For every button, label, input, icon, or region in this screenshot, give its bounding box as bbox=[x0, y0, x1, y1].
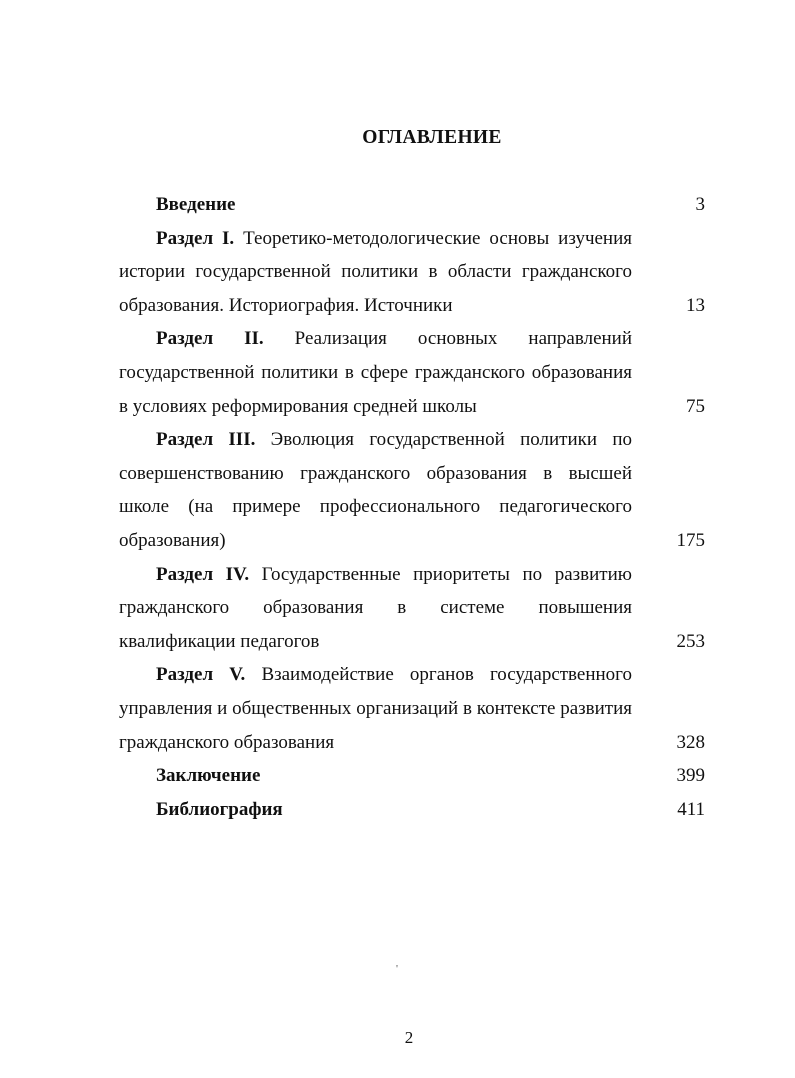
toc-entry-section-3 bbox=[119, 423, 705, 557]
table-of-contents bbox=[119, 188, 705, 826]
toc-entry-page: 75 bbox=[686, 395, 705, 417]
toc-entry-page: 175 bbox=[676, 529, 705, 551]
stray-mark: ' bbox=[396, 963, 398, 975]
toc-entry-text: Государственные приоритеты по развитию гражданского образования в системе повышения квалификации педагогов bbox=[119, 563, 632, 652]
toc-entry-text: Взаимодействие органов государственного управления и общественных организаций в контексте развития гражданского образования bbox=[119, 664, 633, 753]
toc-entry-page: 253 bbox=[676, 630, 705, 652]
toc-entry-label: Раздел IV. bbox=[156, 563, 250, 585]
toc-entry-page: 411 bbox=[677, 798, 705, 820]
toc-entry-text: Эволюция государственной политики по совершенствованию гражданского образования в высшей школе (на примере профессионального педагогического образования) bbox=[119, 429, 632, 551]
toc-entry-page: 3 bbox=[695, 194, 705, 215]
toc-entry-bibliography bbox=[119, 793, 705, 827]
toc-entry-page: 13 bbox=[686, 294, 705, 316]
toc-entry-label: Раздел V. bbox=[156, 664, 246, 686]
toc-entry-text: Реализация основных направлений государственной политики в сфере гражданского образования в условиях реформирования средней школы bbox=[119, 328, 633, 417]
toc-entry-section-1 bbox=[119, 222, 705, 323]
toc-entry-conclusion bbox=[119, 759, 705, 793]
toc-entry-label: Раздел I. bbox=[156, 227, 235, 249]
toc-entry-page: 328 bbox=[676, 731, 705, 753]
toc-entry-label: Заключение bbox=[156, 765, 261, 787]
toc-entry-page: 399 bbox=[676, 765, 705, 787]
toc-entry-section-2 bbox=[119, 322, 705, 423]
toc-entry-label: Раздел II. bbox=[156, 328, 264, 350]
toc-entry-text: Теоретико-методологические основы изучения истории государственной политики в области гражданского образования. Историография. Источники bbox=[119, 227, 633, 316]
toc-entry-label: Введение bbox=[156, 194, 236, 215]
toc-entry-label: Библиография bbox=[156, 798, 283, 820]
toc-entry-introduction bbox=[119, 188, 705, 222]
toc-entry-section-4 bbox=[119, 558, 705, 659]
toc-entry-label: Раздел III. bbox=[156, 429, 256, 451]
page-title: ОГЛАВЛЕНИЕ bbox=[362, 127, 502, 148]
toc-entry-section-5 bbox=[119, 658, 705, 759]
page-number: 2 bbox=[404, 1028, 414, 1047]
